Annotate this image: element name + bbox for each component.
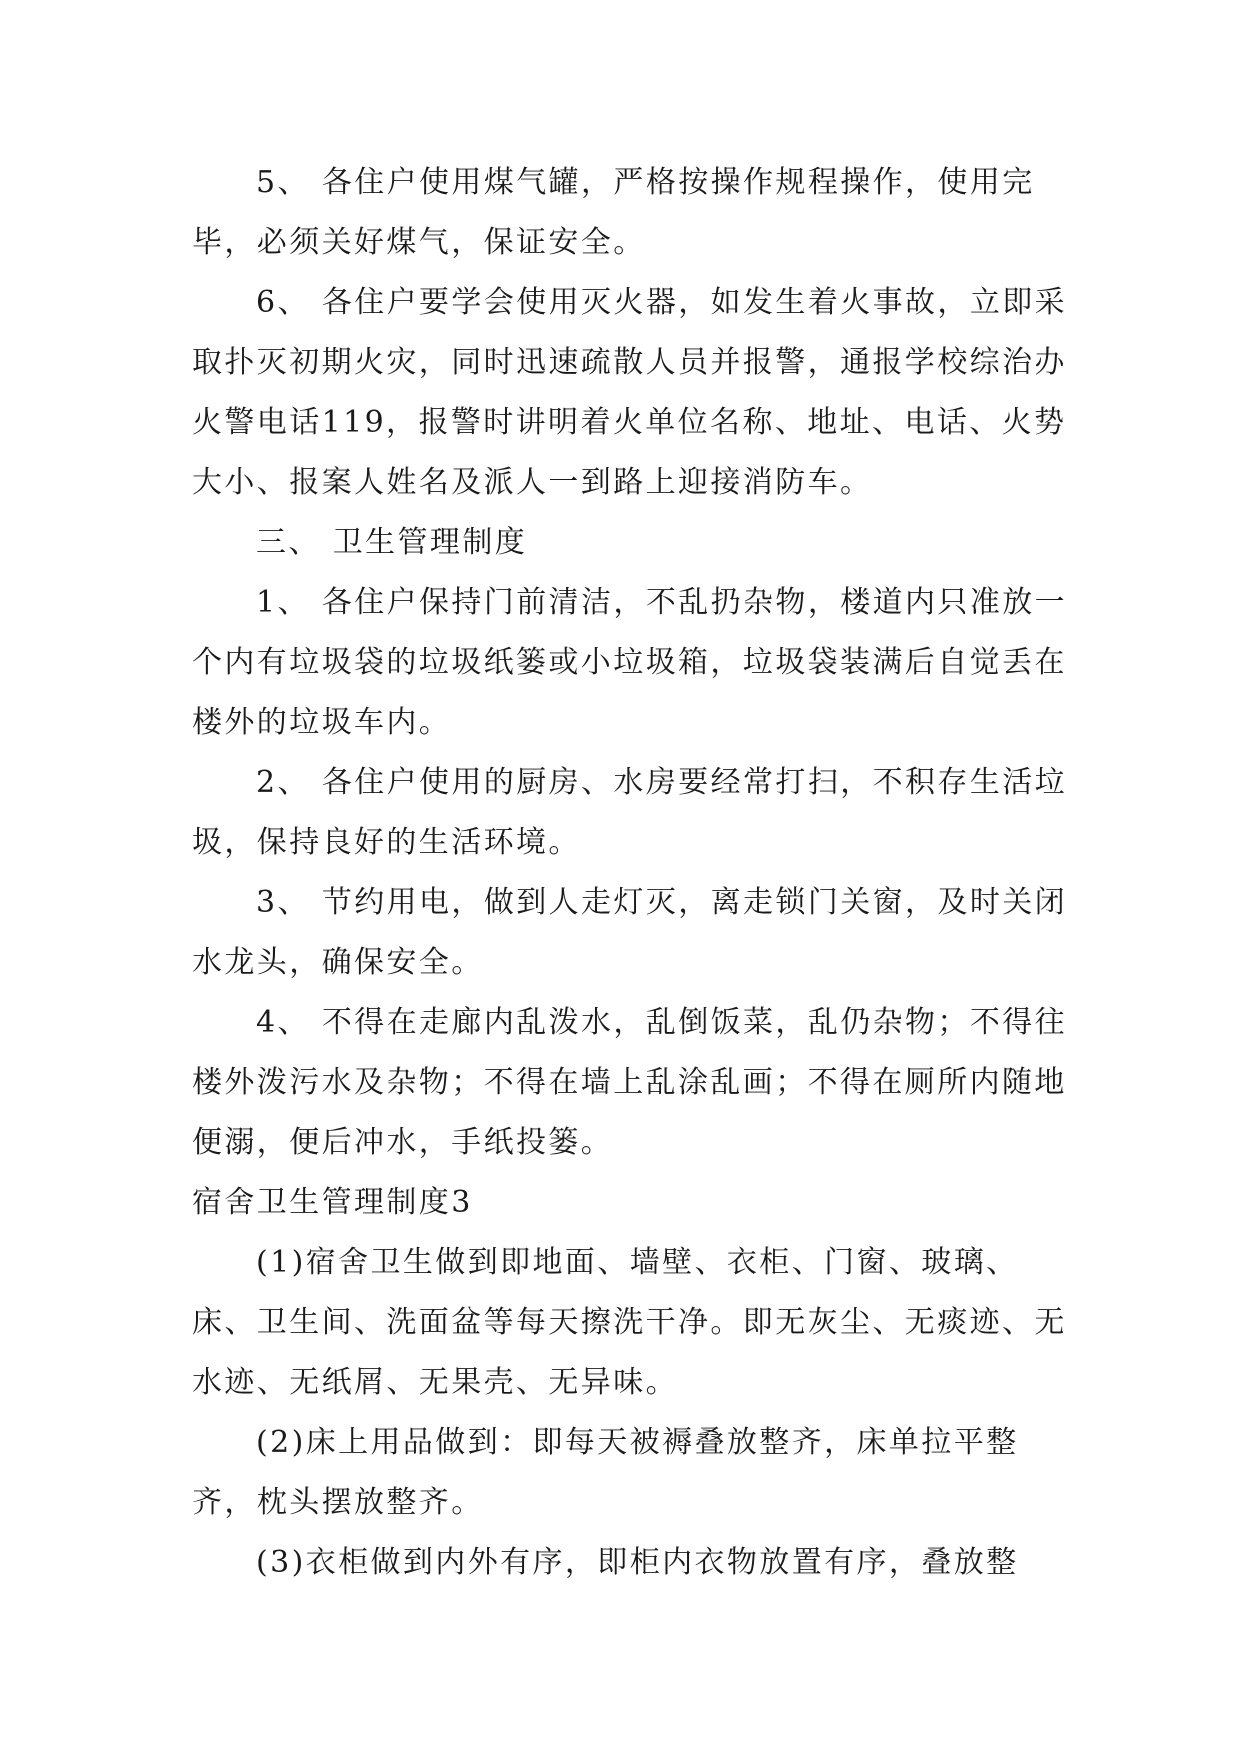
section-heading-hygiene: 三、 卫生管理制度 — [256, 525, 528, 560]
document-subtitle: 宿舍卫生管理制度3 — [192, 1185, 473, 1220]
paragraph-item-1: 1、 各住户保持门前清洁，不乱扔杂物，楼道内只准放一个内有垃圾袋的垃圾纸篓或小垃圾箱，垃圾袋装满后自觉丢在楼外的垃圾车内。 — [192, 585, 1068, 740]
paragraph-item-5: 5、 各住户使用煤气罐，严格按操作规程操作，使用完毕，必须关好煤气，保证安全。 — [192, 165, 1035, 260]
paragraph-item-4: 4、 不得在走廊内乱泼水，乱倒饭菜，乱仍杂物；不得往楼外泼污水及杂物；不得在墙上乱涂乱画；不得在厕所内随地便溺，便后冲水，手纸投篓。 — [192, 1005, 1068, 1160]
paragraph-rule-3: (3)衣柜做到内外有序，即柜内衣物放置有序，叠放整 — [256, 1545, 1019, 1580]
paragraph-item-2: 2、 各住户使用的厨房、水房要经常打扫，不积存生活垃圾，保持良好的生活环境。 — [192, 765, 1068, 860]
document-body — [192, 153, 1072, 1593]
paragraph-rule-2: (2)床上用品做到：即每天被褥叠放整齐，床单拉平整齐，枕头摆放整齐。 — [192, 1425, 1019, 1520]
paragraph-item-3: 3、 节约用电，做到人走灯灭，离走锁门关窗，及时关闭水龙头，确保安全。 — [192, 885, 1068, 980]
paragraph-rule-1: (1)宿舍卫生做到即地面、墙壁、衣柜、门窗、玻璃、床、卫生间、洗面盆等每天擦洗干净。即无灰尘、无痰迹、无水迹、无纸屑、无果壳、无异味。 — [192, 1245, 1067, 1400]
paragraph-item-6: 6、 各住户要学会使用灭火器，如发生着火事故，立即采取扑灭初期火灾，同时迅速疏散人员并报警，通报学校综治办火警电话119，报警时讲明着火单位名称、地址、电话、火势大小、报案人姓名及派人一到路上迎接消防车。 — [192, 285, 1068, 500]
